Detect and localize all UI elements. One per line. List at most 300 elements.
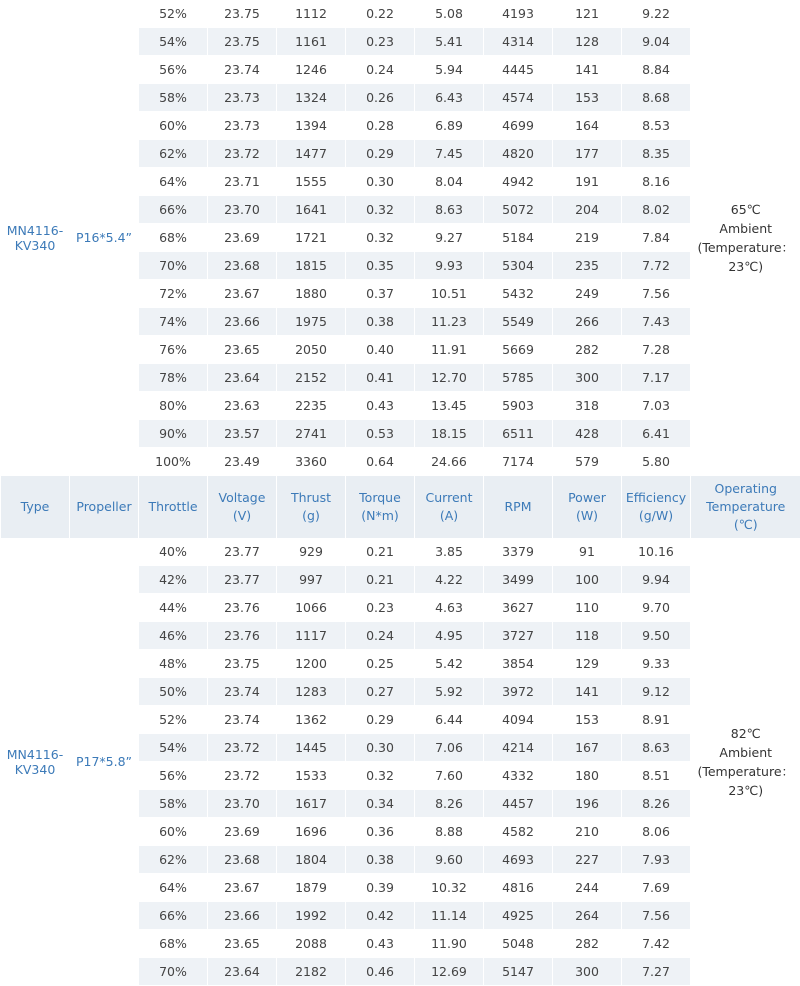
voltage-cell: 23.68 <box>208 252 277 280</box>
motor-type-cell <box>1 0 70 476</box>
header-torque <box>346 476 415 539</box>
thrust-cell: 1117 <box>277 622 346 650</box>
rpm-cell: 4214 <box>484 734 553 762</box>
voltage-cell: 23.77 <box>208 538 277 566</box>
efficiency-cell: 8.51 <box>622 762 691 790</box>
throttle-cell: 74% <box>139 308 208 336</box>
motor-type-line: MN4116- <box>1 747 69 762</box>
efficiency-cell: 8.84 <box>622 56 691 84</box>
propeller-cell: P17*5.8” <box>70 538 139 986</box>
power-cell: 153 <box>553 84 622 112</box>
efficiency-cell: 7.84 <box>622 224 691 252</box>
voltage-cell: 23.68 <box>208 846 277 874</box>
torque-cell: 0.30 <box>346 168 415 196</box>
current-cell: 12.69 <box>415 958 484 986</box>
voltage-cell: 23.70 <box>208 790 277 818</box>
thrust-cell: 1445 <box>277 734 346 762</box>
power-cell: 318 <box>553 392 622 420</box>
voltage-cell: 23.72 <box>208 762 277 790</box>
current-cell: 5.41 <box>415 28 484 56</box>
torque-cell: 0.39 <box>346 874 415 902</box>
power-cell: 100 <box>553 566 622 594</box>
throttle-cell: 62% <box>139 846 208 874</box>
power-cell: 227 <box>553 846 622 874</box>
throttle-cell: 80% <box>139 392 208 420</box>
power-cell: 428 <box>553 420 622 448</box>
thrust-cell: 1066 <box>277 594 346 622</box>
throttle-cell: 40% <box>139 538 208 566</box>
torque-cell: 0.28 <box>346 112 415 140</box>
header-power-line1: Power <box>553 489 621 507</box>
rpm-cell: 4816 <box>484 874 553 902</box>
voltage-cell: 23.76 <box>208 622 277 650</box>
rpm-cell: 5785 <box>484 364 553 392</box>
header-current-line2: (A) <box>415 507 483 525</box>
voltage-cell: 23.77 <box>208 566 277 594</box>
header-throttle-text: Throttle <box>148 499 197 514</box>
temperature-line: 65℃ <box>691 200 800 219</box>
power-cell: 191 <box>553 168 622 196</box>
rpm-cell: 4820 <box>484 140 553 168</box>
efficiency-cell: 7.42 <box>622 930 691 958</box>
thrust-cell: 1617 <box>277 790 346 818</box>
current-cell: 7.60 <box>415 762 484 790</box>
current-cell: 12.70 <box>415 364 484 392</box>
throttle-cell: 58% <box>139 790 208 818</box>
efficiency-cell: 7.93 <box>622 846 691 874</box>
torque-cell: 0.35 <box>346 252 415 280</box>
current-cell: 11.23 <box>415 308 484 336</box>
power-cell: 235 <box>553 252 622 280</box>
current-cell: 4.22 <box>415 566 484 594</box>
current-cell: 8.04 <box>415 168 484 196</box>
throttle-cell: 70% <box>139 958 208 986</box>
operating-temperature-cell <box>691 0 800 476</box>
header-type <box>1 476 70 539</box>
throttle-cell: 64% <box>139 874 208 902</box>
current-cell: 5.94 <box>415 56 484 84</box>
efficiency-cell: 8.53 <box>622 112 691 140</box>
rpm-cell: 5549 <box>484 308 553 336</box>
efficiency-cell: 7.03 <box>622 392 691 420</box>
throttle-cell: 66% <box>139 902 208 930</box>
power-cell: 110 <box>553 594 622 622</box>
thrust-cell: 1533 <box>277 762 346 790</box>
temperature-line: 23℃) <box>691 781 800 800</box>
torque-cell: 0.30 <box>346 734 415 762</box>
voltage-cell: 23.63 <box>208 392 277 420</box>
voltage-cell: 23.67 <box>208 874 277 902</box>
thrust-cell: 2235 <box>277 392 346 420</box>
motor-type-line: MN4116- <box>1 223 69 238</box>
header-propeller <box>70 476 139 539</box>
current-cell: 9.27 <box>415 224 484 252</box>
power-cell: 579 <box>553 448 622 476</box>
header-thrust-line2: (g) <box>277 507 345 525</box>
thrust-cell: 1246 <box>277 56 346 84</box>
power-cell: 210 <box>553 818 622 846</box>
thrust-cell: 1200 <box>277 650 346 678</box>
throttle-cell: 66% <box>139 196 208 224</box>
voltage-cell: 23.66 <box>208 308 277 336</box>
torque-cell: 0.29 <box>346 140 415 168</box>
throttle-cell: 42% <box>139 566 208 594</box>
header-torque-line2: (N*m) <box>346 507 414 525</box>
torque-cell: 0.32 <box>346 196 415 224</box>
torque-cell: 0.37 <box>346 280 415 308</box>
torque-cell: 0.23 <box>346 594 415 622</box>
rpm-cell: 5903 <box>484 392 553 420</box>
throttle-cell: 48% <box>139 650 208 678</box>
torque-cell: 0.29 <box>346 706 415 734</box>
thrust-cell: 1879 <box>277 874 346 902</box>
power-cell: 204 <box>553 196 622 224</box>
rpm-cell: 5304 <box>484 252 553 280</box>
power-cell: 249 <box>553 280 622 308</box>
thrust-cell: 1721 <box>277 224 346 252</box>
header-current-line1: Current <box>415 489 483 507</box>
voltage-cell: 23.76 <box>208 594 277 622</box>
current-cell: 18.15 <box>415 420 484 448</box>
torque-cell: 0.32 <box>346 224 415 252</box>
efficiency-cell: 8.26 <box>622 790 691 818</box>
power-cell: 91 <box>553 538 622 566</box>
throttle-cell: 90% <box>139 420 208 448</box>
current-cell: 10.32 <box>415 874 484 902</box>
header-thrust-line1: Thrust <box>277 489 345 507</box>
power-cell: 141 <box>553 56 622 84</box>
efficiency-cell: 7.28 <box>622 336 691 364</box>
current-cell: 5.92 <box>415 678 484 706</box>
voltage-cell: 23.69 <box>208 818 277 846</box>
header-current <box>415 476 484 539</box>
efficiency-cell: 6.41 <box>622 420 691 448</box>
power-cell: 282 <box>553 336 622 364</box>
torque-cell: 0.46 <box>346 958 415 986</box>
header-power <box>553 476 622 539</box>
rpm-cell: 4582 <box>484 818 553 846</box>
efficiency-cell: 8.35 <box>622 140 691 168</box>
header-temperature-line3: (℃) <box>691 516 800 534</box>
efficiency-cell: 7.56 <box>622 902 691 930</box>
temperature-line: 82℃ <box>691 724 800 743</box>
voltage-cell: 23.73 <box>208 84 277 112</box>
power-cell: 121 <box>553 0 622 28</box>
thrust-cell: 3360 <box>277 448 346 476</box>
header-temperature <box>691 476 800 539</box>
power-cell: 128 <box>553 28 622 56</box>
current-cell: 9.60 <box>415 846 484 874</box>
voltage-cell: 23.70 <box>208 196 277 224</box>
header-voltage-line1: Voltage <box>208 489 276 507</box>
thrust-cell: 1992 <box>277 902 346 930</box>
throttle-cell: 64% <box>139 168 208 196</box>
throttle-cell: 68% <box>139 930 208 958</box>
voltage-cell: 23.65 <box>208 930 277 958</box>
efficiency-cell: 5.80 <box>622 448 691 476</box>
torque-cell: 0.32 <box>346 762 415 790</box>
power-cell: 164 <box>553 112 622 140</box>
header-temperature-line1: Operating <box>691 480 800 498</box>
throttle-cell: 44% <box>139 594 208 622</box>
efficiency-cell: 7.17 <box>622 364 691 392</box>
rpm-cell: 3972 <box>484 678 553 706</box>
rpm-cell: 4193 <box>484 0 553 28</box>
thrust-cell: 1641 <box>277 196 346 224</box>
power-cell: 177 <box>553 140 622 168</box>
torque-cell: 0.43 <box>346 392 415 420</box>
table-row <box>1 538 800 566</box>
torque-cell: 0.21 <box>346 566 415 594</box>
voltage-cell: 23.71 <box>208 168 277 196</box>
rpm-cell: 3627 <box>484 594 553 622</box>
current-cell: 5.42 <box>415 650 484 678</box>
throttle-cell: 52% <box>139 0 208 28</box>
thrust-cell: 2182 <box>277 958 346 986</box>
voltage-cell: 23.74 <box>208 56 277 84</box>
rpm-cell: 4445 <box>484 56 553 84</box>
thrust-cell: 2050 <box>277 336 346 364</box>
rpm-cell: 4925 <box>484 902 553 930</box>
torque-cell: 0.23 <box>346 28 415 56</box>
power-cell: 118 <box>553 622 622 650</box>
power-cell: 300 <box>553 958 622 986</box>
power-cell: 244 <box>553 874 622 902</box>
torque-cell: 0.38 <box>346 308 415 336</box>
motor-type-line: KV340 <box>1 762 69 777</box>
current-cell: 5.08 <box>415 0 484 28</box>
efficiency-cell: 8.06 <box>622 818 691 846</box>
torque-cell: 0.64 <box>346 448 415 476</box>
power-cell: 264 <box>553 902 622 930</box>
current-cell: 8.26 <box>415 790 484 818</box>
efficiency-cell: 9.33 <box>622 650 691 678</box>
voltage-cell: 23.74 <box>208 706 277 734</box>
efficiency-cell: 9.12 <box>622 678 691 706</box>
current-cell: 8.63 <box>415 196 484 224</box>
header-efficiency-line1: Efficiency <box>622 489 690 507</box>
thrust-cell: 1161 <box>277 28 346 56</box>
current-cell: 4.63 <box>415 594 484 622</box>
group-p17 <box>1 538 800 986</box>
thrust-cell: 1112 <box>277 0 346 28</box>
efficiency-cell: 9.94 <box>622 566 691 594</box>
voltage-cell: 23.65 <box>208 336 277 364</box>
current-cell: 8.88 <box>415 818 484 846</box>
throttle-cell: 52% <box>139 706 208 734</box>
rpm-cell: 4094 <box>484 706 553 734</box>
rpm-cell: 3499 <box>484 566 553 594</box>
thrust-cell: 1362 <box>277 706 346 734</box>
rpm-cell: 3727 <box>484 622 553 650</box>
thrust-cell: 2741 <box>277 420 346 448</box>
rpm-cell: 3379 <box>484 538 553 566</box>
header-voltage <box>208 476 277 539</box>
header-temperature-line2: Temperature <box>691 498 800 516</box>
torque-cell: 0.43 <box>346 930 415 958</box>
torque-cell: 0.26 <box>346 84 415 112</box>
throttle-cell: 70% <box>139 252 208 280</box>
power-cell: 180 <box>553 762 622 790</box>
torque-cell: 0.53 <box>346 420 415 448</box>
torque-cell: 0.42 <box>346 902 415 930</box>
rpm-cell: 3854 <box>484 650 553 678</box>
rpm-cell: 4314 <box>484 28 553 56</box>
current-cell: 11.91 <box>415 336 484 364</box>
torque-cell: 0.34 <box>346 790 415 818</box>
efficiency-cell: 7.69 <box>622 874 691 902</box>
voltage-cell: 23.64 <box>208 364 277 392</box>
table-row <box>1 0 800 28</box>
table-header <box>1 476 800 539</box>
throttle-cell: 78% <box>139 364 208 392</box>
voltage-cell: 23.69 <box>208 224 277 252</box>
efficiency-cell: 9.70 <box>622 594 691 622</box>
header-throttle <box>139 476 208 539</box>
current-cell: 6.44 <box>415 706 484 734</box>
rpm-cell: 5147 <box>484 958 553 986</box>
header-propeller-text: Propeller <box>76 499 131 514</box>
temperature-line: (Temperature： <box>691 762 800 781</box>
motor-type-cell <box>1 538 70 986</box>
temperature-line: 23℃) <box>691 257 800 276</box>
thrust-cell: 1880 <box>277 280 346 308</box>
thrust-cell: 1975 <box>277 308 346 336</box>
power-cell: 282 <box>553 930 622 958</box>
current-cell: 6.43 <box>415 84 484 112</box>
thrust-cell: 929 <box>277 538 346 566</box>
rpm-cell: 4699 <box>484 112 553 140</box>
rpm-cell: 4332 <box>484 762 553 790</box>
efficiency-cell: 9.22 <box>622 0 691 28</box>
thrust-cell: 2088 <box>277 930 346 958</box>
rpm-cell: 4574 <box>484 84 553 112</box>
motor-type-line: KV340 <box>1 238 69 253</box>
temperature-line: Ambient <box>691 219 800 238</box>
power-cell: 219 <box>553 224 622 252</box>
rpm-cell: 5184 <box>484 224 553 252</box>
thrust-cell: 1804 <box>277 846 346 874</box>
throttle-cell: 60% <box>139 112 208 140</box>
header-efficiency <box>622 476 691 539</box>
thrust-cell: 1394 <box>277 112 346 140</box>
rpm-cell: 4693 <box>484 846 553 874</box>
header-rpm-text: RPM <box>504 499 531 514</box>
thrust-cell: 1283 <box>277 678 346 706</box>
power-cell: 141 <box>553 678 622 706</box>
header-thrust <box>277 476 346 539</box>
torque-cell: 0.24 <box>346 622 415 650</box>
efficiency-cell: 7.72 <box>622 252 691 280</box>
current-cell: 13.45 <box>415 392 484 420</box>
torque-cell: 0.24 <box>346 56 415 84</box>
throttle-cell: 68% <box>139 224 208 252</box>
rpm-cell: 7174 <box>484 448 553 476</box>
torque-cell: 0.25 <box>346 650 415 678</box>
throttle-cell: 54% <box>139 734 208 762</box>
propeller-cell: P16*5.4” <box>70 0 139 476</box>
voltage-cell: 23.66 <box>208 902 277 930</box>
torque-cell: 0.21 <box>346 538 415 566</box>
current-cell: 24.66 <box>415 448 484 476</box>
power-cell: 300 <box>553 364 622 392</box>
rpm-cell: 5669 <box>484 336 553 364</box>
rpm-cell: 4457 <box>484 790 553 818</box>
throttle-cell: 50% <box>139 678 208 706</box>
efficiency-cell: 8.91 <box>622 706 691 734</box>
thrust-cell: 1696 <box>277 818 346 846</box>
temperature-line: (Temperature： <box>691 238 800 257</box>
power-cell: 196 <box>553 790 622 818</box>
voltage-cell: 23.74 <box>208 678 277 706</box>
torque-cell: 0.38 <box>346 846 415 874</box>
voltage-cell: 23.75 <box>208 28 277 56</box>
voltage-cell: 23.67 <box>208 280 277 308</box>
power-cell: 153 <box>553 706 622 734</box>
voltage-cell: 23.73 <box>208 112 277 140</box>
torque-cell: 0.40 <box>346 336 415 364</box>
efficiency-cell: 7.56 <box>622 280 691 308</box>
header-voltage-line2: (V) <box>208 507 276 525</box>
temperature-line: Ambient <box>691 743 800 762</box>
throttle-cell: 72% <box>139 280 208 308</box>
efficiency-cell: 8.63 <box>622 734 691 762</box>
power-cell: 266 <box>553 308 622 336</box>
header-efficiency-line2: (g/W) <box>622 507 690 525</box>
header-rpm <box>484 476 553 539</box>
efficiency-cell: 7.27 <box>622 958 691 986</box>
voltage-cell: 23.72 <box>208 734 277 762</box>
efficiency-cell: 9.50 <box>622 622 691 650</box>
throttle-cell: 56% <box>139 762 208 790</box>
efficiency-cell: 9.04 <box>622 28 691 56</box>
rpm-cell: 5072 <box>484 196 553 224</box>
efficiency-cell: 8.02 <box>622 196 691 224</box>
group-p16 <box>1 0 800 476</box>
throttle-cell: 58% <box>139 84 208 112</box>
thrust-cell: 997 <box>277 566 346 594</box>
header-torque-line1: Torque <box>346 489 414 507</box>
throttle-cell: 60% <box>139 818 208 846</box>
power-cell: 167 <box>553 734 622 762</box>
throttle-cell: 54% <box>139 28 208 56</box>
operating-temperature-cell <box>691 538 800 986</box>
efficiency-cell: 8.68 <box>622 84 691 112</box>
efficiency-cell: 8.16 <box>622 168 691 196</box>
torque-cell: 0.22 <box>346 0 415 28</box>
throttle-cell: 100% <box>139 448 208 476</box>
efficiency-cell: 7.43 <box>622 308 691 336</box>
current-cell: 11.14 <box>415 902 484 930</box>
throttle-cell: 76% <box>139 336 208 364</box>
voltage-cell: 23.57 <box>208 420 277 448</box>
voltage-cell: 23.49 <box>208 448 277 476</box>
current-cell: 3.85 <box>415 538 484 566</box>
torque-cell: 0.41 <box>346 364 415 392</box>
current-cell: 7.45 <box>415 140 484 168</box>
power-cell: 129 <box>553 650 622 678</box>
efficiency-cell: 10.16 <box>622 538 691 566</box>
thrust-cell: 1324 <box>277 84 346 112</box>
rpm-cell: 5048 <box>484 930 553 958</box>
current-cell: 6.89 <box>415 112 484 140</box>
rpm-cell: 6511 <box>484 420 553 448</box>
torque-cell: 0.27 <box>346 678 415 706</box>
torque-cell: 0.36 <box>346 818 415 846</box>
voltage-cell: 23.75 <box>208 0 277 28</box>
current-cell: 4.95 <box>415 622 484 650</box>
header-power-line2: (W) <box>553 507 621 525</box>
